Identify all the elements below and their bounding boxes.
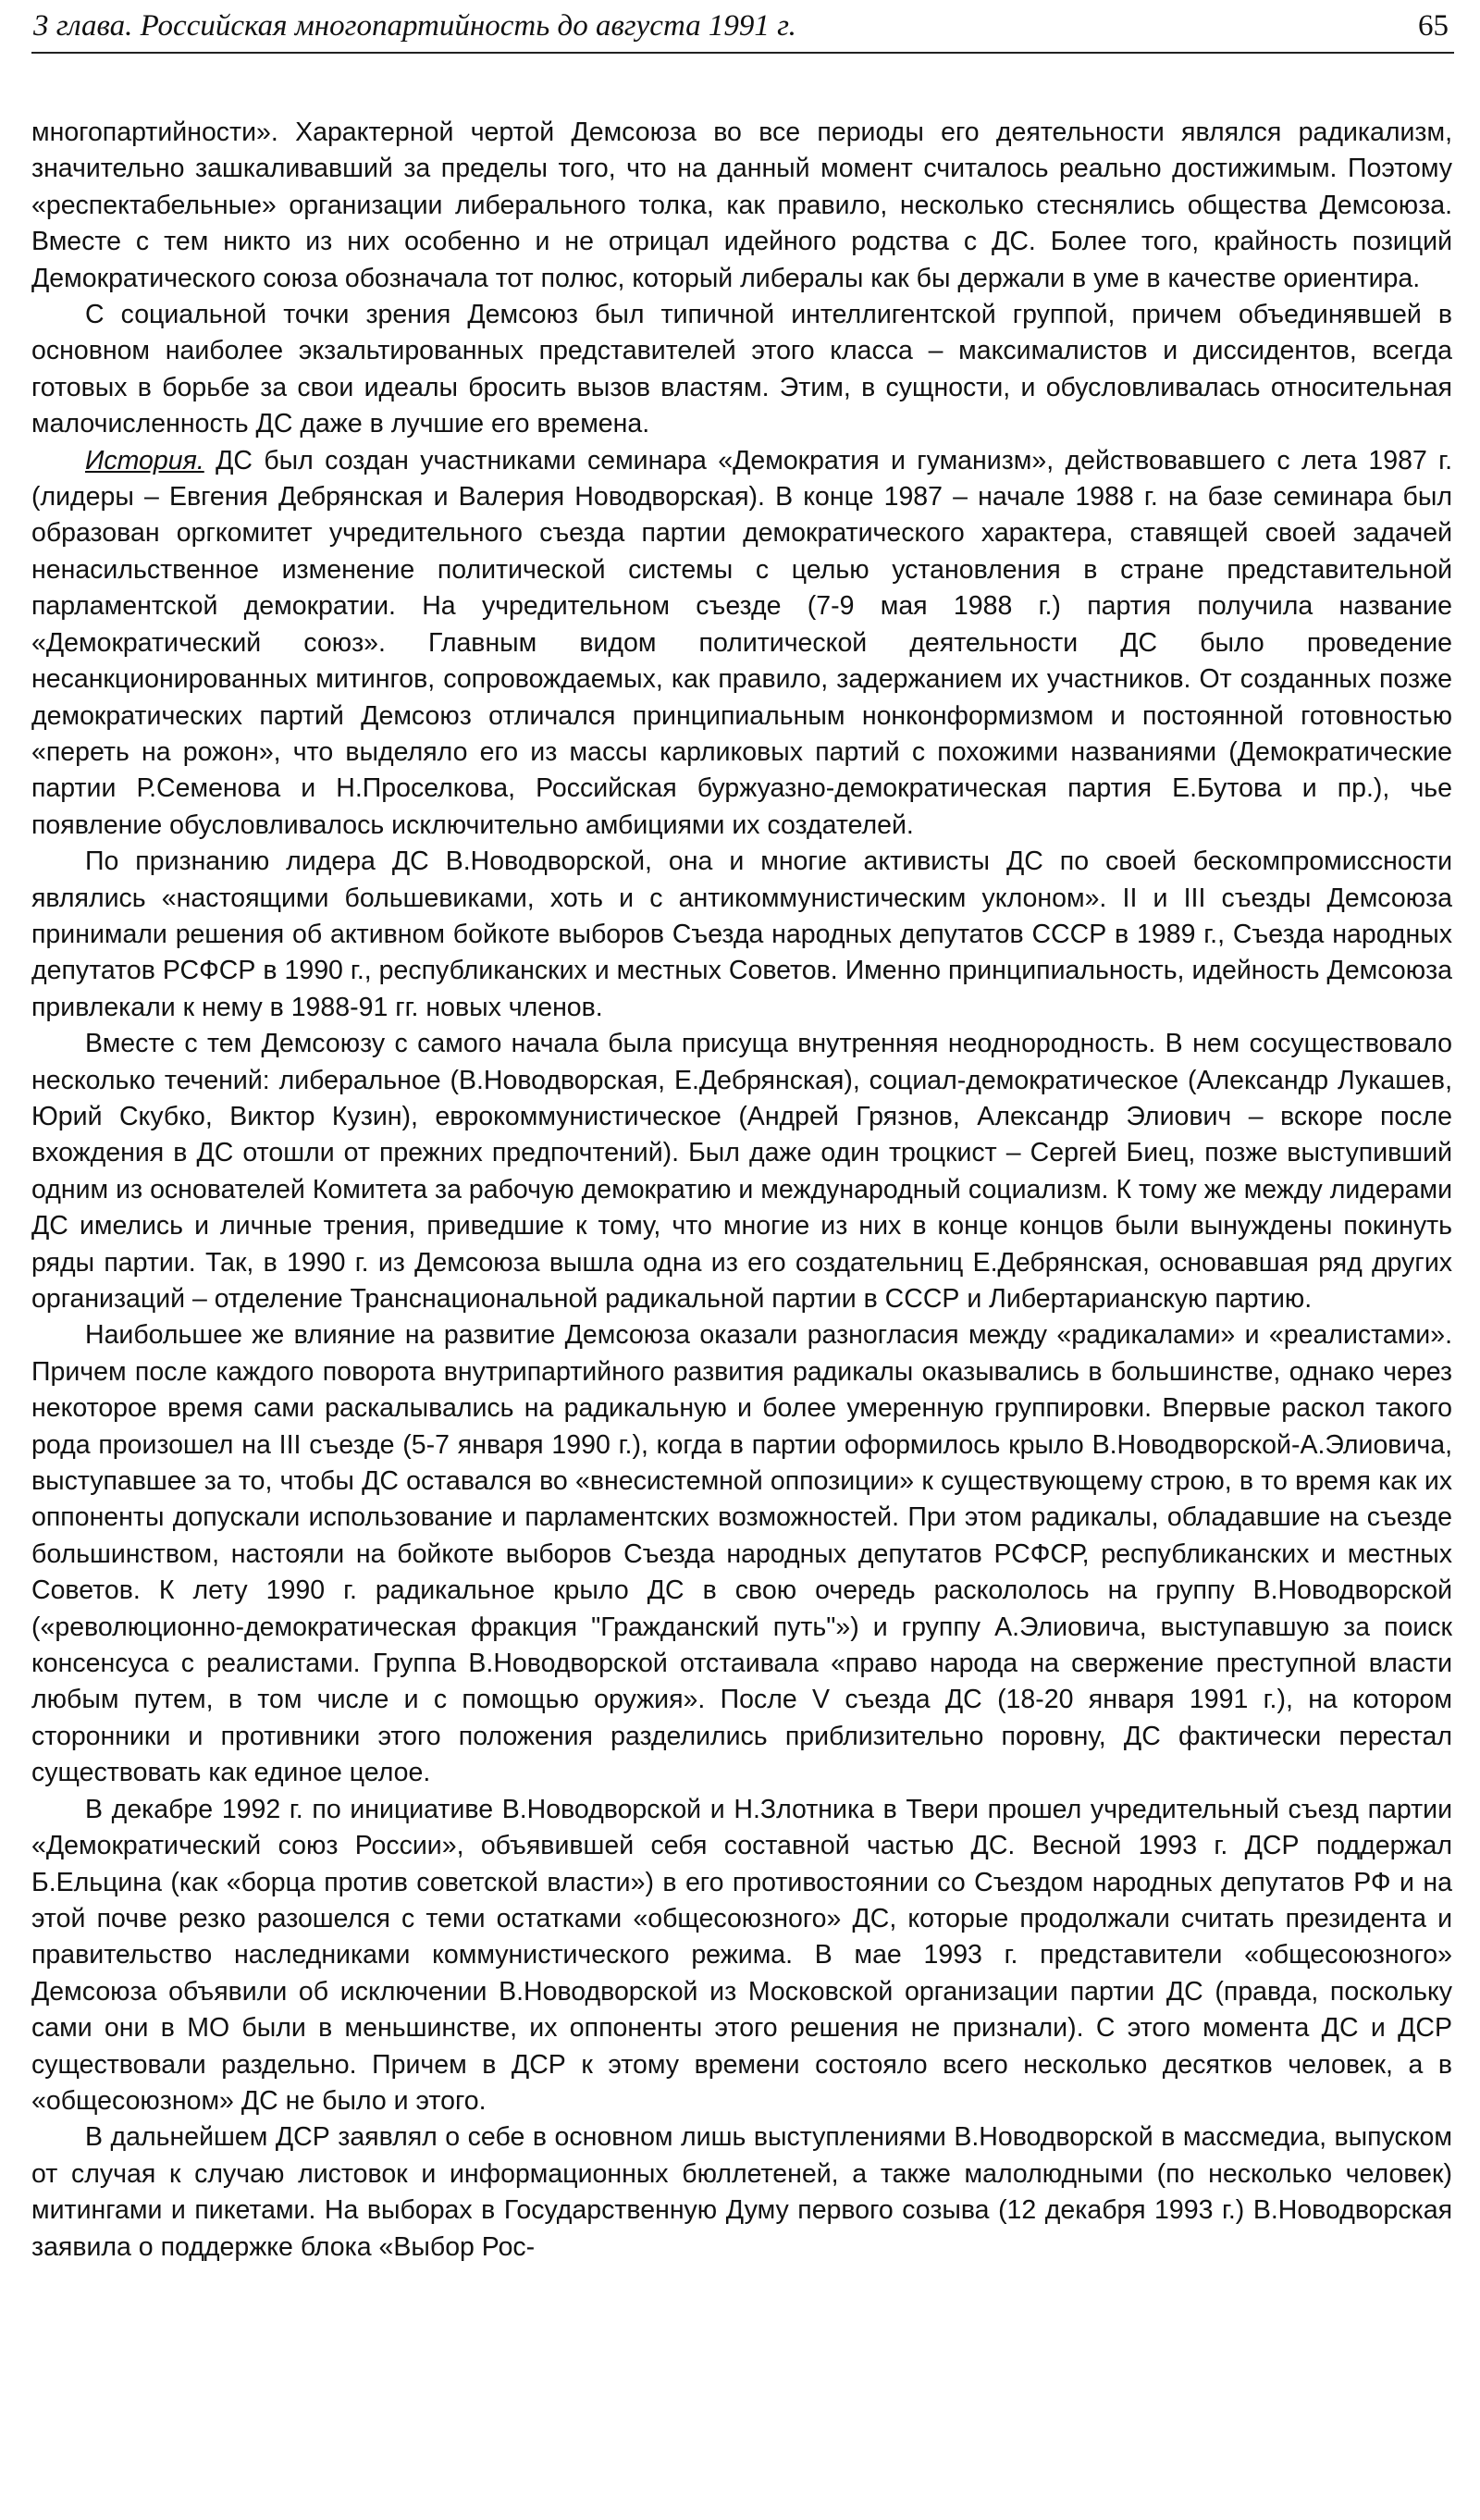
paragraph-2 [31,297,1452,443]
paragraph-7 [31,1792,1452,2120]
running-header [31,0,1454,54]
paragraph-text: Наибольшее же влияние на развитие Демсоюза оказали разногласия между «радикалами» и «реалистами». Причем после каждого поворота внутрипартийного развития радикалы оказывались в большинстве, однако через некоторое время сами раскалывались на радикальную и более умеренную группировки. Впервые раскол такого рода произошел на III съезде (5-7 января 1990 г.), когда в партии оформилось крыло В.Новодворской-А.Элиовича, выступавшее за то, чтобы ДС оставался во «внесистемной оппозиции» к существующему строю, в то время как их оппоненты допускали использование и парламентских возможностей. При этом радикалы, обладавшие на съезде большинством, настояли на бойкоте выборов Съезда народных депутатов РСФСР, республиканских и местных Советов. К лету 1990 г. радикальное крыло ДС в свою очередь раскололось на группу В.Новодворской («революционно-демократическая фракция "Гражданский путь"») и группу А.Элиовича, выступавшую за поиск консенсуса с реалистами. Группа В.Новодворской отстаивала «право народа на свержение преступной власти любым путем, в том числе и с помощью оружия». После V съезда ДС (18-20 января 1991 г.), на котором сторонники и противники этого положения разделились приблизительно поровну, ДС фактически перестал существовать как единое целое. [31,1320,1452,1788]
paragraph-text: С социальной точки зрения Демсоюз был типичной интеллигентской группой, причем объединявшей в основном наиболее экзальтированных представителей этого класса – максималистов и диссидентов, всегда готовых в борьбе за свои идеалы бросить вызов властям. Этим, в сущности, и обусловливалась относительная малочисленность ДС даже в лучшие его времена. [31,300,1452,439]
document-page [31,0,1454,2520]
paragraph-text: многопартийности». Характерной чертой Демсоюза во все периоды его деятельности являлся радикализм, значительно зашкаливавший за пределы того, что на данный момент считалось реально достижимым. Поэтому «респектабельные» организации либерального толка, как правило, несколько стеснялись общества Демсоюза. Вместе с тем никто из них особенно и не отрицал идейного родства с ДС. Более того, крайность позиций Демократического союза обозначала тот полюс, который либералы как бы держали в уме в качестве ориентира. [31,117,1452,293]
paragraph-1 [31,115,1452,297]
page-number: 65 [1418,9,1449,43]
paragraph-text: В дальнейшем ДСР заявлял о себе в основном лишь выступлениями В.Новодворской в массмедиа, выпуском от случая к случаю листовок и информационных бюллетеней, а также малолюдными (по несколько человек) митингами и пикетами. На выборах в Государственную Думу первого созыва (12 декабря 1993 г.) В.Новодворская заявила о поддержке блока «Выбор Рос- [31,2122,1452,2262]
paragraph-3 [31,443,1452,844]
paragraph-4 [31,844,1452,1026]
paragraph-text: Вместе с тем Демсоюзу с самого начала была присуща внутренняя неоднородность. В нем сосуществовало несколько течений: либеральное (В.Новодворская, Е.Дебрянская), социал-демократическое (Александр Лукашев, Юрий Скубко, Виктор Кузин), еврокоммунистическое (Андрей Грязнов, Александр Элиович – вскоре после вхождения в ДС отошли от прежних предпочтений). Был даже один троцкист – Сергей Биец, позже выступивший одним из основателей Комитета за рабочую демократию и международный социализм. К тому же между лидерами ДС имелись и личные трения, приведшие к тому, что многие из них в конце концов были вынуждены покинуть ряды партии. Так, в 1990 г. из Демсоюза вышла одна из его создательниц Е.Дебрянская, основавшая ряд других организаций – отделение Транснациональной радикальной партии в СССР и Либертарианскую партию. [31,1029,1452,1314]
chapter-title: 3 глава. Российская многопартийность до августа 1991 г. [33,9,796,43]
section-label-history: История. [85,445,204,476]
paragraph-text: По признанию лидера ДС В.Новодворской, она и многие активисты ДС по своей бескомпромиссности являлись «настоящими большевиками, хоть и с антикоммунистическим уклоном». II и III съезды Демсоюза принимали решения об активном бойкоте выборов Съезда народных депутатов СССР в 1989 г., Съезда народных депутатов РСФСР в 1990 г., республиканских и местных Советов. Именно принципиальность, идейность Демсоюза привлекали к нему в 1988-91 гг. новых членов. [31,846,1452,1022]
paragraph-text: В декабре 1992 г. по инициативе В.Новодворской и Н.Злотника в Твери прошел учредительный съезд партии «Демократический союз России», объявившей себя составной частью ДС. Весной 1993 г. ДСР поддержал Б.Ельцина (как «борца против советской власти») в его противостоянии со Съездом народных депутатов РФ и на этой почве резко разошелся с теми остатками «общесоюзного» ДС, которые продолжали считать президента и правительство наследниками коммунистического режима. В мае 1993 г. представители «общесоюзного» Демсоюза объявили об исключении В.Новодворской из Московской организации партии ДС (правда, поскольку сами они в МО были в меньшинстве, их оппоненты этого решения не признали). С этого момента ДС и ДСР существовали раздельно. Причем в ДСР к этому времени состояло всего несколько десятков человек, а в «общесоюзном» ДС не было и этого. [31,1794,1452,2116]
paragraph-8 [31,2119,1452,2266]
paragraph-text: ДС был создан участниками семинара «Демократия и гуманизм», действовавшего с лета 1987 г. (лидеры – Евгения Дебрянская и Валерия Новодворская). В конце 1987 – начале 1988 г. на базе семинара был образован оргкомитет учредительного съезда партии демократического характера, ставящей своей задачей ненасильственное изменение политической системы с целью установления в стране представительной парламентской демократии. На учредительном съезде (7-9 мая 1988 г.) партия получила название «Демократический союз». Главным видом политической деятельности ДС было проведение несанкционированных митингов, сопровождаемых, как правило, задержанием их участников. От созданных позже демократических партий Демсоюз отличался принципиальным нонконформизмом и постоянной готовностью «переть на рожон», что выделяло его из массы карликовых партий с похожими названиями (Демократические партии Р.Семенова и Н.Проселкова, Российская буржуазно-демократическая партия Е.Бутова и пр.), чье появление обусловливалось исключительно амбициями их создателей. [31,445,1453,840]
body-text [31,115,1452,2266]
paragraph-5 [31,1026,1452,1317]
paragraph-6 [31,1317,1452,1791]
